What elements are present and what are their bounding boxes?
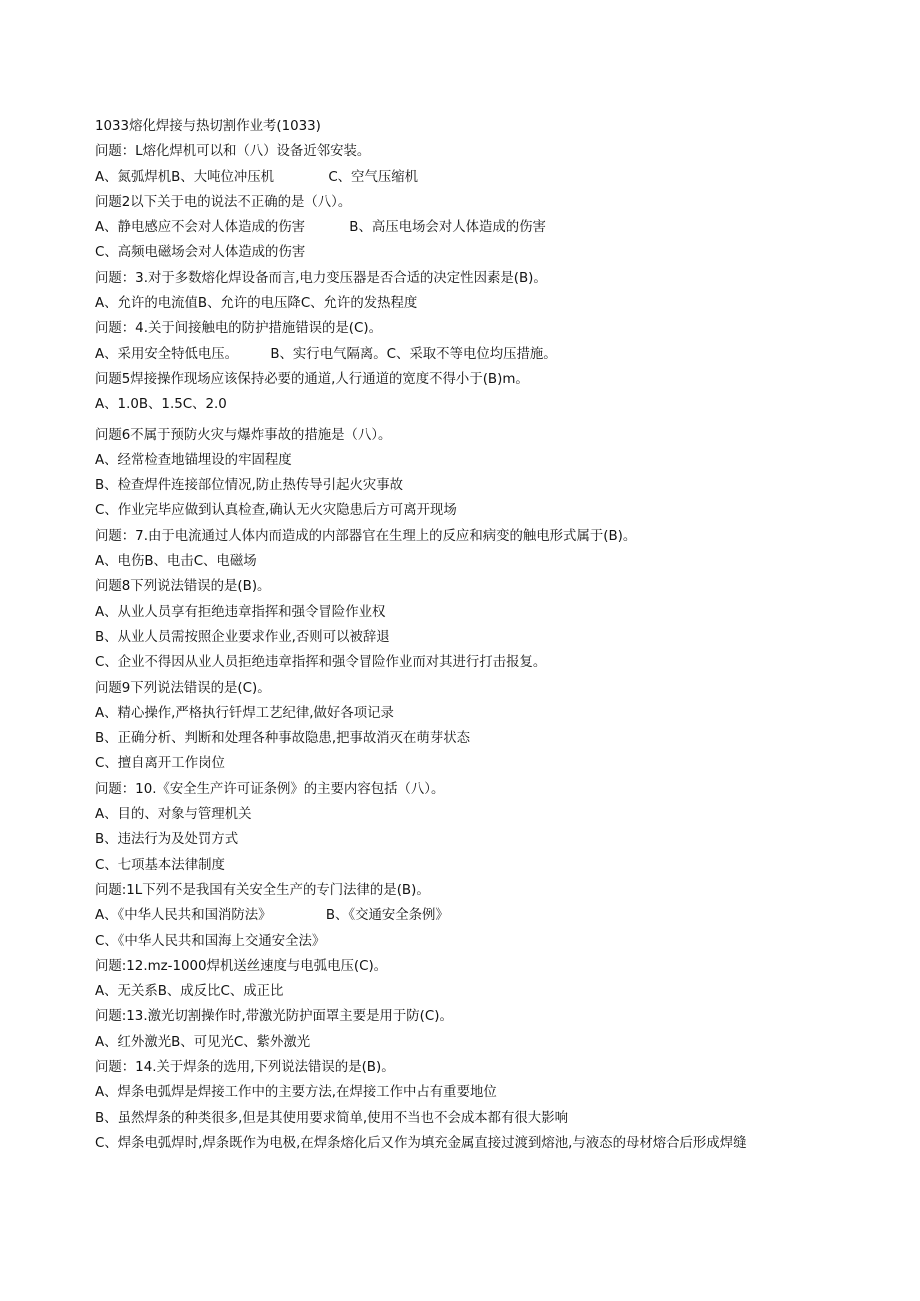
question-5: 问题5焊接操作现场应该保持必要的通道,人行通道的宽度不得小于(B)m。	[95, 371, 529, 387]
question-8-option-b: B、从业人员需按照企业要求作业,否则可以被辞退	[95, 629, 390, 645]
question-1-option-ab: A、氮弧焊机B、大吨位冲压机	[95, 169, 275, 185]
question-2-option-c: C、高频电磁场会对人体造成的伤害	[95, 245, 306, 261]
question-6: 问题6不属于预防火灾与爆炸事故的措施是（八）。	[95, 427, 392, 443]
question-4-option-bc: B、实行电气隔离。C、采取不等电位均压措施。	[270, 346, 557, 362]
question-7: 问题：7.由于电流通过人体内而造成的内部器官在生理上的反应和病变的触电形式属于(B)。	[95, 528, 637, 544]
question-3-options: A、允许的电流值B、允许的电压降C、允许的发热程度	[95, 296, 418, 312]
question-8-option-c: C、企业不得因从业人员拒绝违章指挥和强令冒险作业而对其进行打击报复。	[95, 655, 547, 671]
question-10-option-b: B、违法行为及处罚方式	[95, 832, 239, 848]
question-11: 问题:1L下列不是我国有关安全生产的专门法律的是(B)。	[95, 882, 430, 898]
question-7-options: A、电伤B、电击C、电磁场	[95, 554, 257, 570]
question-14-option-b: B、虽然焊条的种类很多,但是其使用要求简单,使用不当也不会成本都有很大影响	[95, 1110, 568, 1126]
question-4-option-a: A、采用安全特低电压。	[95, 346, 239, 362]
question-8: 问题8下列说法错误的是(B)。	[95, 579, 271, 595]
question-14: 问题：14.关于焊条的选用,下列说法错误的是(B)。	[95, 1059, 395, 1075]
question-10: 问题：10.《安全生产许可证条例》的主要内容包括（八）。	[95, 781, 445, 797]
question-2-options-ab	[95, 215, 835, 240]
question-9-option-c: C、擅自离开工作岗位	[95, 756, 225, 772]
document-page	[95, 114, 835, 1156]
question-1-option-c: C、空气压缩机	[328, 169, 419, 185]
question-9-option-a: A、精心操作,严格执行钎焊工艺纪律,做好各项记录	[95, 705, 394, 721]
question-2-option-b: B、高压电场会对人体造成的伤害	[349, 220, 546, 236]
question-11-option-c: C、《中华人民共和国海上交通安全法》	[95, 933, 326, 949]
question-14-option-c: C、焊条电弧焊时,焊条既作为电极,在焊条熔化后又作为填充金属直接过渡到熔池,与液态的母材熔合后形成焊缝	[95, 1135, 747, 1151]
question-6-option-a: A、经常检查地锚埋设的牢固程度	[95, 452, 292, 468]
question-9-option-b: B、正确分析、判断和处理各种事故隐患,把事故消灭在萌芽状态	[95, 731, 470, 747]
question-6-option-c: C、作业完毕应做到认真检查,确认无火灾隐患后方可离开现场	[95, 503, 457, 519]
question-8-option-a: A、从业人员享有拒绝违章指挥和强令冒险作业权	[95, 604, 386, 620]
question-2-option-a: A、静电感应不会对人体造成的伤害	[95, 220, 306, 236]
question-14-option-a: A、焊条电弧焊是焊接工作中的主要方法,在焊接工作中占有重要地位	[95, 1085, 497, 1101]
question-1: 问题：L熔化焊机可以和（八）设备近邻安装。	[95, 144, 371, 160]
question-5-options: A、1.0B、1.5C、2.0	[95, 397, 227, 413]
question-12-options: A、无关系B、成反比C、成正比	[95, 984, 284, 1000]
question-9: 问题9下列说法错误的是(C)。	[95, 680, 271, 696]
question-11-option-b: B、《交通安全条例》	[325, 908, 449, 924]
question-3: 问题：3.对于多数熔化焊设备而言,电力变压器是否合适的决定性因素是(B)。	[95, 270, 547, 286]
question-1-options	[95, 165, 835, 190]
question-10-option-c: C、七项基本法律制度	[95, 857, 225, 873]
question-6-option-b: B、检查焊件连接部位情况,防止热传导引起火灾事故	[95, 478, 404, 494]
question-13-options: A、红外激光B、可见光C、紫外激光	[95, 1034, 311, 1050]
question-11-option-a: A、《中华人民共和国消防法》	[95, 908, 272, 924]
question-4-options	[95, 342, 835, 367]
question-4: 问题：4.关于间接触电的防护措施错误的是(C)。	[95, 321, 382, 337]
question-10-option-a: A、目的、对象与管理机关	[95, 807, 252, 823]
question-12: 问题:12.mz-1000焊机送丝速度与电弧电压(C)。	[95, 958, 388, 974]
question-11-options-ab	[95, 903, 835, 928]
question-2: 问题2以下关于电的说法不正确的是（八）。	[95, 194, 352, 210]
document-title: 1033熔化焊接与热切割作业考(1033)	[95, 119, 321, 134]
question-13: 问题:13.激光切割操作时,带激光防护面罩主要是用于防(C)。	[95, 1009, 453, 1025]
